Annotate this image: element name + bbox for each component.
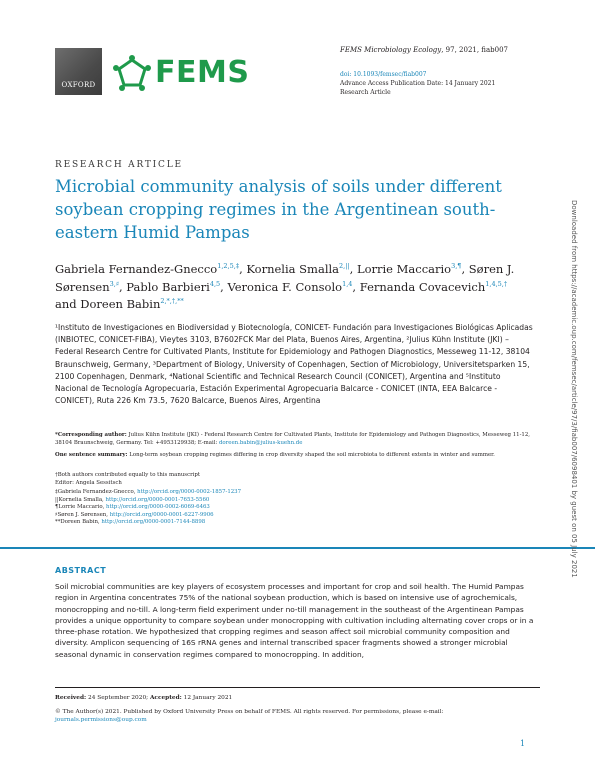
author-affiliation-marks: 1,2,5,‡ — [217, 262, 240, 271]
fems-emblem-icon — [112, 55, 152, 91]
summary-note — [55, 452, 535, 460]
orcid-item — [55, 519, 535, 527]
received-date: 24 September 2020; — [86, 695, 150, 701]
summary-label: One sentence summary: — [55, 452, 128, 458]
affiliations: ¹Instituto de Investigaciones en Biodiversidad y Biotecnología, CONICET- Fundación para Investigaciones Biológicas Aplicadas (INBIOTEC, CONICET-FIBA), Vieytes 3103, B7602FCK Mar del Plata, Buenos Aires, Argentina, ²Julius Kühn Institute (JKI) – Federal Research Centre for Cultivated Plants, Institute for Epidemiology and Pathogen Diagnostics, Messeweg 11-12, 38104 Braunschweig, Germany, ³Department of Biology, University of Copenhagen, Section of Microbiology, Universitetsparken 15, 2100 Copenhagen, Denmark, ⁴National Scientific and Technical Research Council (CONICET), Argentina and ⁵Instituto Nacional de Tecnología Agropecuaria, Estación Experimental Agropecuaria Balcarce - CONICET (INTA, EEA Balcarce - CONICET), Ruta 226 Km 73.5, 7620 Balcarce, Buenos Aires, Argentina — [55, 323, 533, 406]
permissions-email-link[interactable]: journals.permissions@oup.com — [55, 717, 147, 723]
page-number: 1 — [520, 739, 526, 748]
author-name: Lorrie Maccario — [356, 262, 452, 276]
orcid-item — [55, 504, 535, 512]
accepted-date: 12 January 2021 — [181, 695, 233, 701]
orcid-link[interactable]: http://orcid.org/0000-0002-1857-1237 — [137, 489, 242, 495]
corresponding-label: *Corresponding author: — [55, 432, 127, 438]
orcid-list — [55, 489, 535, 527]
article-kind: Research Article — [340, 89, 391, 96]
header-divider — [0, 547, 595, 549]
equal-contribution-note: †Both authors contributed equally to this manuscript — [55, 472, 200, 478]
author-affiliation-marks: 4,5 — [209, 279, 221, 288]
orcid-link[interactable]: http://orcid.org/0000-0002-6069-6463 — [106, 504, 210, 511]
orcid-label: ||Kornelia Smalla, — [55, 496, 106, 503]
advance-access-date: Advance Access Publication Date: 14 January 2021 — [340, 80, 496, 87]
oxford-logo-text: OXFORD — [61, 81, 96, 89]
author-name: Veronica F. Consolo — [227, 279, 343, 294]
fems-logo — [112, 55, 252, 91]
copyright-notice: © The Author(s) 2021. Published by Oxford University Press on behalf of FEMS. All rights reserved. For permissions, please e-mail: — [55, 709, 444, 715]
download-watermark: Downloaded from https://academic.oup.com/femsec/article/97/3/fiab007/6098401 by guest on 05 July 2021 — [570, 200, 578, 578]
summary-text: Long-term soybean cropping regimes differing in crop diversity shaped the soil microbiota to different extents in winter and summer. — [127, 452, 495, 458]
author-separator: , — [349, 262, 357, 276]
abstract-text: Soil microbial communities are key players of ecosystem processes and important for crop and soil health. The Humid Pampas region in Argentina concentrates 75% of the national soybean production, which is based on intensive use of agrochemicals, monocropping and no-till. A long-term field experiment under no-till management in the southeast of the Argentinean Pampas provides a unique opportunity to compare soybean under monocropping with cultivation including alternating cover crops or in a three-phase rotation. We hypothesized that cropping regimes and season affect soil microbial community composition and diversity. Amplicon sequencing of 16S rRNA genes and internal transcribed spacer fragments showed a stronger microbial seasonal dynamic in conservation regimes compared to monocropping. In addition, — [55, 582, 534, 659]
author-separator: , — [118, 279, 127, 294]
corresponding-author-note — [55, 432, 535, 447]
author-affiliation-marks: 2,|| — [339, 262, 350, 271]
journal-volume: , 97, 2021, fiab007 — [441, 46, 508, 54]
author-name: Kornelia Smalla — [246, 262, 340, 276]
author-name: Doreen Babin — [80, 297, 161, 311]
received-label: Received: — [55, 695, 87, 701]
author-name: Pablo Barbieri — [126, 279, 210, 294]
footer-divider — [55, 687, 540, 688]
corresponding-email-link[interactable]: doreen.babin@julius-kuehn.de — [218, 439, 303, 446]
doi-link[interactable]: doi: 10.1093/femsec/fiab007 — [340, 71, 427, 78]
journal-citation — [340, 46, 508, 54]
orcid-item — [55, 512, 535, 520]
author-separator: , — [461, 262, 469, 276]
author-name: Søren J. Sørensen — [55, 262, 515, 294]
orcid-item — [55, 489, 535, 497]
author-separator: , — [239, 262, 247, 276]
fems-wordmark: FEMS — [155, 55, 250, 90]
article-title: Microbial community analysis of soils under different soybean cropping regimes in the Argentinean south-eastern Humid Pampas — [55, 177, 502, 242]
author-affiliation-marks: 2,*,†,** — [160, 297, 184, 306]
orcid-link[interactable]: http://orcid.org/0000-0001-6227-9906 — [109, 511, 214, 518]
corresponding-text: Julius Kühn Institute (JKI) - Federal Research Centre for Cultivated Plants, Institute for Epidemiology and Pathogen Diagnostics, Messeweg 11-12, 38104 Braunschweig, Germany. Tel: +4953129938; E-mail: — [55, 432, 530, 446]
article-type-label: RESEARCH ARTICLE — [55, 160, 183, 170]
author-name: Fernanda Covacevich — [359, 279, 486, 294]
editor-note: Editor: Angela Sessitsch — [55, 480, 122, 486]
author-affiliation-marks: 1,4,5,† — [485, 279, 508, 288]
orcid-item — [55, 497, 535, 505]
orcid-link[interactable]: http://orcid.org/0000-0001-7144-8898 — [101, 519, 206, 526]
author-separator: , — [220, 279, 228, 294]
received-dates — [55, 695, 232, 701]
orcid-label: ¶Lorrie Maccario, — [55, 504, 106, 511]
author-name: Gabriela Fernandez-Gnecco — [55, 262, 218, 276]
orcid-label: ♯Søren J. Sørensen, — [55, 511, 110, 518]
accepted-label: Accepted: — [149, 695, 182, 701]
orcid-label: ‡Gabriela Fernandez-Gnecco, — [55, 489, 138, 495]
author-affiliation-marks: 3,¶ — [451, 262, 462, 271]
journal-name: FEMS Microbiology Ecology — [340, 46, 442, 54]
oxford-logo — [55, 48, 102, 95]
author-affiliation-marks: 3,♯ — [109, 279, 119, 288]
abstract-heading: ABSTRACT — [55, 566, 107, 575]
author-separator: and — [55, 297, 81, 311]
author-list — [55, 261, 525, 314]
orcid-label: **Doreen Babin, — [55, 519, 102, 526]
author-separator: , — [352, 279, 360, 294]
orcid-link[interactable]: http://orcid.org/0000-0001-7653-5560 — [105, 496, 210, 503]
author-affiliation-marks: 1,4 — [342, 279, 353, 288]
